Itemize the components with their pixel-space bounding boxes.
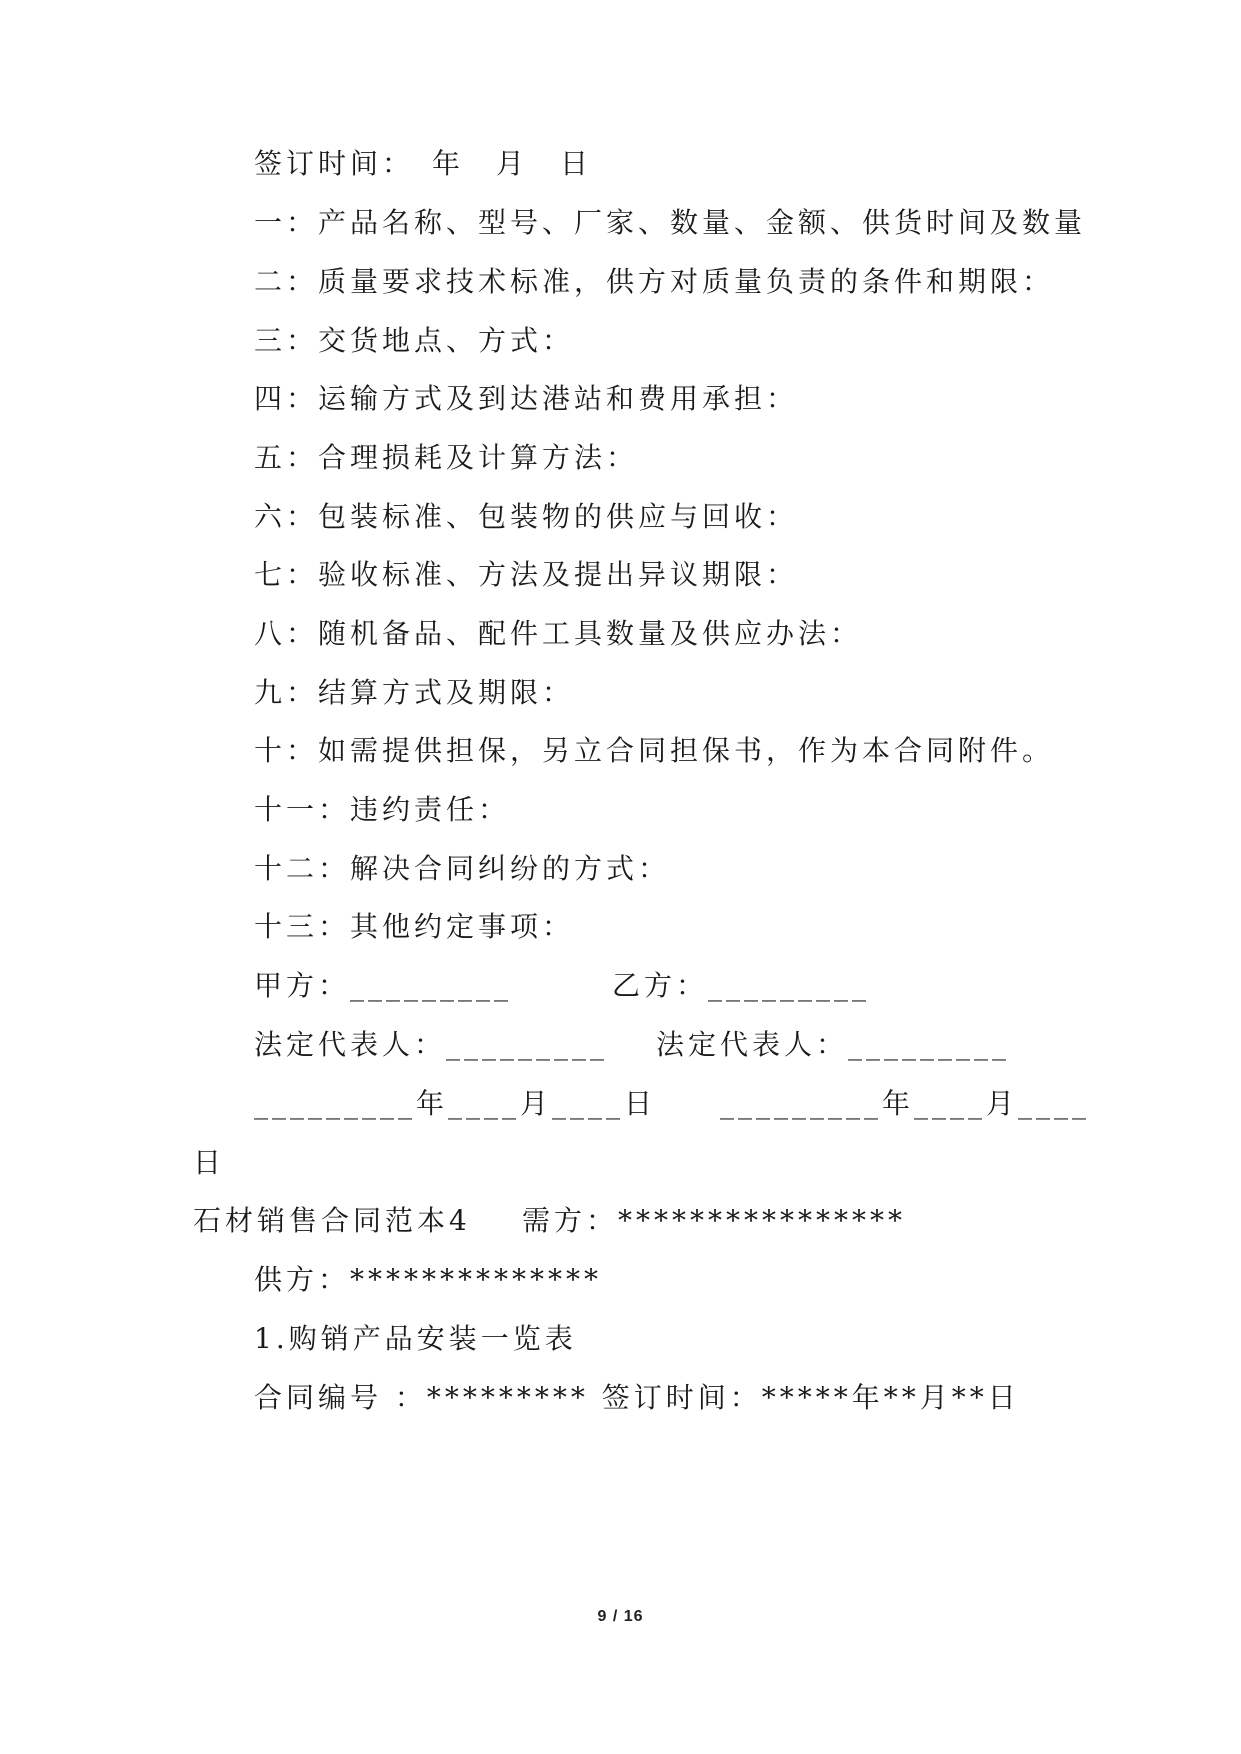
clause-8: 八：随机备品、配件工具数量及供应办法： bbox=[254, 617, 863, 650]
clause-3: 三：交货地点、方式： bbox=[254, 324, 575, 357]
party-a-line: 甲方：_________ bbox=[254, 969, 513, 1002]
page-number: 9 / 16 bbox=[597, 1608, 644, 1625]
signing-time-line: 签订时间： 年 月 日 bbox=[254, 147, 593, 180]
legal-rep-b-line: 法定代表人：_________ bbox=[656, 1028, 1011, 1061]
section-title: 石材销售合同范本4 bbox=[193, 1204, 471, 1237]
date-a-line: _________年____月____日 bbox=[254, 1087, 657, 1120]
legal-rep-a-line: 法定代表人：_________ bbox=[254, 1028, 609, 1061]
date-b-wrap: 日 bbox=[193, 1146, 226, 1179]
clause-11: 十一：违约责任： bbox=[254, 793, 511, 826]
buyer-line: 需方：**************** bbox=[522, 1204, 907, 1237]
party-b-line: 乙方：_________ bbox=[612, 969, 871, 1002]
clause-4: 四：运输方式及到达港站和费用承担： bbox=[254, 382, 799, 415]
clause-2: 二：质量要求技术标准，供方对质量负责的条件和期限： bbox=[254, 265, 1055, 298]
clause-13: 十三：其他约定事项： bbox=[254, 910, 575, 943]
clause-10: 十：如需提供担保，另立合同担保书，作为本合同附件。 bbox=[254, 734, 1055, 767]
item-1-heading: 1.购销产品安装一览表 bbox=[254, 1322, 577, 1355]
date-b-line: _________年____月____ bbox=[720, 1087, 1091, 1120]
contract-number-line: 合同编号 ：********* 签订时间：*****年**月**日 bbox=[254, 1381, 1020, 1414]
clause-9: 九：结算方式及期限： bbox=[254, 676, 575, 709]
clause-7: 七：验收标准、方法及提出异议期限： bbox=[254, 558, 799, 591]
clause-5: 五：合理损耗及计算方法： bbox=[254, 441, 639, 474]
clause-6: 六：包装标准、包装物的供应与回收： bbox=[254, 500, 799, 533]
supplier-line: 供方：************** bbox=[254, 1263, 603, 1296]
clause-1: 一：产品名称、型号、厂家、数量、金额、供货时间及数量 bbox=[254, 206, 1087, 239]
clause-12: 十二：解决合同纠纷的方式： bbox=[254, 852, 671, 885]
